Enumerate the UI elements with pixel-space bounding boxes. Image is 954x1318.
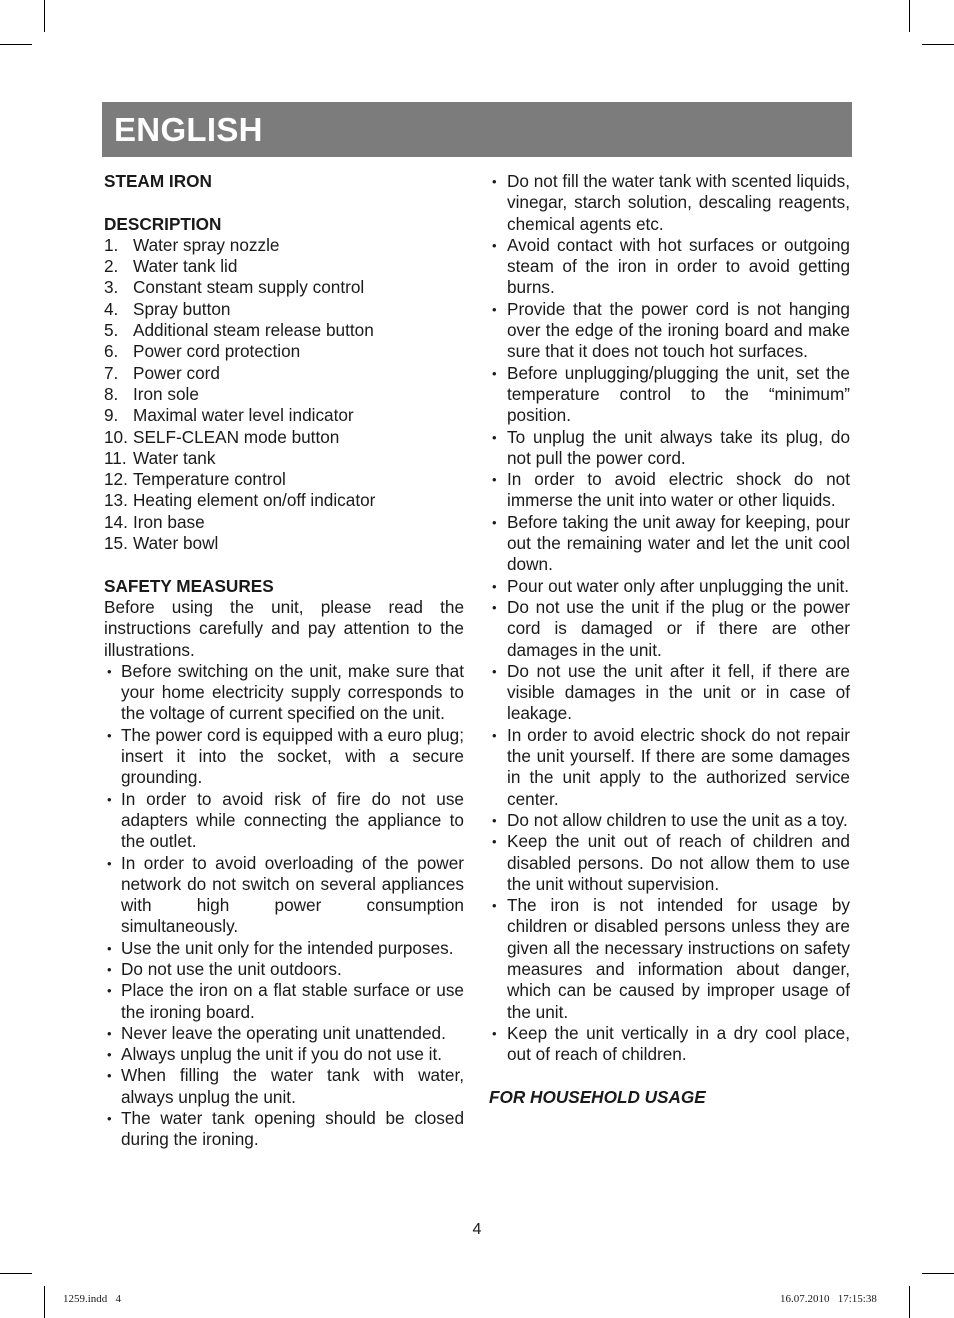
safety-item: • Pour out water only after unplugging the unit.	[489, 576, 850, 597]
crop-mark	[44, 1286, 45, 1318]
part-number: 13.	[104, 490, 128, 511]
left-column	[104, 171, 464, 1151]
part-item	[104, 341, 464, 362]
crop-mark	[922, 44, 954, 45]
safety-intro: Before using the unit, please read the instructions carefully and pay attention to the illustrations.	[104, 596, 464, 660]
safety-item: • In order to avoid electric shock do not repair the unit yourself. If there are some damages in the unit apply to the authorized service center.	[489, 725, 850, 810]
description-heading: DESCRIPTION	[104, 213, 222, 234]
crop-mark	[0, 1273, 32, 1274]
part-number: 1.	[104, 234, 119, 255]
part-number: 10.	[104, 426, 128, 447]
safety-item: • Do not allow children to use the unit as a toy.	[489, 810, 850, 831]
part-label: Additional steam release button	[133, 320, 374, 341]
part-label: SELF-CLEAN mode button	[133, 426, 340, 447]
part-number: 14.	[104, 511, 128, 532]
safety-item: • Place the iron on a flat stable surface or use the ironing board.	[104, 980, 464, 1023]
safety-item: • Do not use the unit outdoors.	[104, 959, 464, 980]
part-number: 11.	[104, 447, 127, 468]
safety-item: • The iron is not intended for usage by children or disabled persons unless they are given all the necessary instructions on safety measures and information about danger, which can be caused by improper usage of the unit.	[489, 895, 850, 1023]
safety-item: • Do not use the unit if the plug or the power cord is damaged or if there are other damages in the unit.	[489, 597, 850, 661]
part-number: 4.	[104, 298, 119, 319]
safety-item: • Avoid contact with hot surfaces or outgoing steam of the iron in order to avoid getting burns.	[489, 235, 850, 299]
right-column	[489, 171, 850, 1108]
crop-mark	[909, 0, 910, 32]
crop-mark	[0, 44, 32, 45]
crop-mark	[909, 1286, 910, 1318]
safety-item: • Never leave the operating unit unattended.	[104, 1023, 464, 1044]
part-label: Water tank lid	[133, 256, 238, 277]
safety-item: • When filling the water tank with water, always unplug the unit.	[104, 1065, 464, 1108]
safety-item: • In order to avoid overloading of the power network do not switch on several appliances with high power consumption simultaneously.	[104, 853, 464, 938]
safety-item: • Use the unit only for the intended purposes.	[104, 938, 464, 959]
part-item	[104, 235, 464, 256]
part-label: Maximal water level indicator	[133, 405, 354, 426]
slug-file: 1259.indd 4	[63, 1293, 122, 1305]
safety-item: • In order to avoid risk of fire do not use adapters while connecting the appliance to the outlet.	[104, 789, 464, 853]
part-number: 9.	[104, 405, 119, 426]
safety-item: • Always unplug the unit if you do not use it.	[104, 1044, 464, 1065]
part-number: 7.	[104, 362, 119, 383]
safety-heading: SAFETY MEASURES	[104, 575, 274, 596]
part-label: Water bowl	[133, 533, 219, 554]
crop-mark	[44, 0, 45, 32]
part-label: Iron base	[133, 511, 205, 532]
part-label: Water spray nozzle	[133, 234, 280, 255]
safety-list-right	[489, 171, 850, 1065]
parts-list	[104, 235, 464, 554]
part-number: 3.	[104, 277, 119, 298]
safety-list-left	[104, 661, 464, 1151]
part-label: Temperature control	[133, 469, 286, 490]
part-label: Power cord protection	[133, 341, 301, 362]
part-label: Spray button	[133, 298, 231, 319]
safety-item: • Before unplugging/plugging the unit, set the temperature control to the “minimum” position.	[489, 363, 850, 427]
safety-item: • Before taking the unit away for keeping, pour out the remaining water and let the unit cool down.	[489, 512, 850, 576]
part-item	[104, 384, 464, 405]
part-item	[104, 256, 464, 277]
part-label: Constant steam supply control	[133, 277, 365, 298]
part-number: 6.	[104, 341, 119, 362]
safety-item: • Do not use the unit after it fell, if there are visible damages in the unit or in case of leakage.	[489, 661, 850, 725]
part-number: 12.	[104, 469, 128, 490]
part-item	[104, 320, 464, 341]
safety-item: • In order to avoid electric shock do not immerse the unit into water or other liquids.	[489, 469, 850, 512]
part-label: Heating element on/off indicator	[133, 490, 376, 511]
part-number: 5.	[104, 320, 119, 341]
part-item	[104, 469, 464, 490]
safety-item: • The power cord is equipped with a euro plug; insert it into the socket, with a secure grounding.	[104, 725, 464, 789]
safety-item: • The water tank opening should be closed during the ironing.	[104, 1108, 464, 1151]
part-label: Power cord	[133, 362, 220, 383]
part-label: Iron sole	[133, 383, 199, 404]
safety-item: • Keep the unit vertically in a dry cool place, out of reach of children.	[489, 1023, 850, 1066]
part-item	[104, 490, 464, 511]
page-number: 4	[472, 1221, 482, 1238]
slug-date: 16.07.2010 17:15:38	[780, 1293, 877, 1305]
safety-item: • Do not fill the water tank with scented liquids, vinegar, starch solution, descaling reagents, chemical agents etc.	[489, 171, 850, 235]
safety-item: • Provide that the power cord is not hanging over the edge of the ironing board and make sure that it does not touch hot surfaces.	[489, 299, 850, 363]
crop-mark	[922, 1273, 954, 1274]
safety-item: • To unplug the unit always take its plug, do not pull the power cord.	[489, 427, 850, 470]
part-item	[104, 448, 464, 469]
part-number: 8.	[104, 383, 119, 404]
part-item	[104, 533, 464, 554]
part-number: 15.	[104, 533, 128, 554]
part-item	[104, 405, 464, 426]
part-item	[104, 277, 464, 298]
language-banner	[102, 102, 852, 157]
banner-title: ENGLISH	[114, 111, 263, 148]
part-number: 2.	[104, 256, 119, 277]
part-label: Water tank	[133, 447, 216, 468]
safety-item: • Before switching on the unit, make sure that your home electricity supply corresponds to the voltage of current specified on the unit.	[104, 661, 464, 725]
household-usage-note: FOR HOUSEHOLD USAGE	[489, 1086, 706, 1107]
part-item	[104, 299, 464, 320]
product-title: STEAM IRON	[104, 171, 212, 191]
part-item	[104, 427, 464, 448]
safety-item: • Keep the unit out of reach of children and disabled persons. Do not allow them to use the unit without supervision.	[489, 831, 850, 895]
part-item	[104, 363, 464, 384]
part-item	[104, 512, 464, 533]
